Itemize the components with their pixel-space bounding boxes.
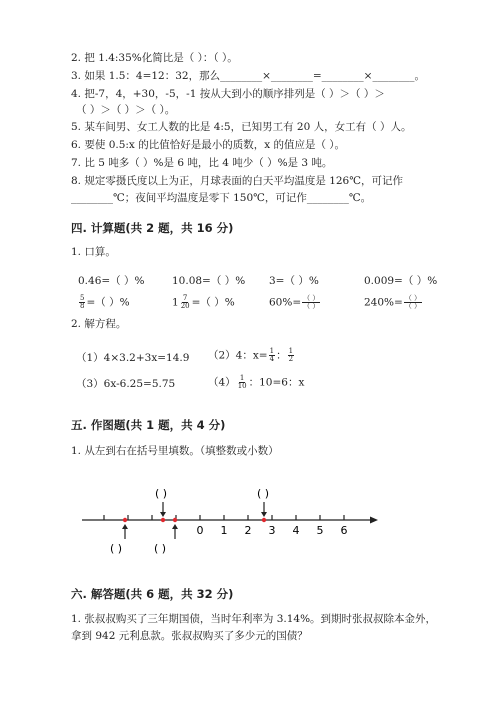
- word-problem-1-line-1: 1. 张叔叔购买了三年期国债，当时年利率为 3.14%。到期时张叔叔除本金外，: [71, 613, 437, 625]
- fraction: $\frac{1}{10}$: [237, 374, 247, 390]
- tick-label: 6: [340, 524, 348, 537]
- up-arrow-icon: [122, 524, 128, 529]
- answer-paren-top: ( ): [257, 487, 270, 500]
- question-8-line-2: ________℃；夜间平均温度是零下 150℃，可记作________℃。: [71, 192, 372, 204]
- section-heading-calculation: 四. 计算题(共 2 题，共 16 分): [71, 221, 234, 235]
- down-arrow-icon: [261, 512, 267, 517]
- tick-label: 4: [292, 524, 300, 537]
- number-line: [0, 480, 500, 560]
- fraction: $\frac{5}{8}$: [80, 294, 85, 310]
- solve-equation-title: 2. 解方程。: [71, 318, 127, 330]
- oral-calc-item: 0.009=（ ）%: [364, 275, 438, 287]
- section-heading-drawing: 五. 作图题(共 1 题，共 4 分): [71, 418, 226, 432]
- oral-calc-item: 0.46=（ ）%: [78, 275, 145, 287]
- oral-calc-item: 10.08=（ ）%: [172, 275, 246, 287]
- answer-paren-bottom: ( ): [110, 542, 123, 555]
- question-8-line-1: 8. 规定零摄氏度以上为正，月球表面的白天平均温度是 126℃，可记作: [71, 175, 403, 187]
- equation-3: （3）6x-6.25=5.75: [76, 378, 176, 390]
- question-7: 7. 比 5 吨多（ ）%是 6 吨，比 4 吨少（ ）%是 3 吨。: [71, 157, 333, 169]
- tick-label: 3: [268, 524, 276, 537]
- oral-calc-title: 1. 口算。: [71, 246, 116, 258]
- word-problem-1-line-2: 拿到 942 元利息款。张叔叔购买了多少元的国债？: [71, 630, 308, 642]
- equation-1: （1）4×3.2+3x=14.9: [76, 352, 190, 364]
- tick-label: 0: [196, 524, 204, 537]
- oral-calc-item: 3=（ ）%: [269, 275, 319, 287]
- point-marker: [173, 518, 177, 522]
- oral-calc-item: $\frac{5}{8}$ =（ ）%: [80, 294, 130, 310]
- tick-label: 5: [316, 524, 324, 537]
- point-marker: [262, 518, 266, 522]
- fraction: $\frac{( )}{( )}$: [303, 294, 320, 310]
- oral-calc-item: 1 $\frac{7}{20}$ =（ ）%: [172, 294, 235, 310]
- answer-paren-bottom: ( ): [154, 542, 167, 555]
- down-arrow-icon: [160, 512, 166, 517]
- tick-label: 2: [244, 524, 252, 537]
- equation-2: （2）4：x= $\frac{1}{4}$ ： $\frac{1}{2}$: [208, 347, 294, 363]
- section-heading-word-problems: 六. 解答题(共 6 题，共 32 分): [71, 587, 234, 601]
- point-marker: [161, 518, 165, 522]
- oral-calc-item: 60%= $\frac{( )}{( )}$: [269, 294, 320, 310]
- question-4-line-2: （ ）＞（ ）＞（ ）。: [76, 104, 176, 116]
- question-5: 5. 某车间男、女工人数的比是 4:5，已知男工有 20 人，女工有（ ）人。: [71, 121, 412, 133]
- equation-4: （4） $\frac{1}{10}$ ：10=6：x: [208, 374, 305, 390]
- oral-calc-item: 240%= $\frac{( )}{( )}$: [364, 294, 422, 310]
- question-4-line-1: 4. 把-7，4，+30，-5，-1 按从大到小的顺序排列是（ ）＞（ ）＞: [71, 88, 385, 100]
- fraction: $\frac{1}{4}$: [269, 347, 275, 363]
- tick-label: 1: [220, 524, 228, 537]
- fraction: $\frac{7}{20}$: [180, 294, 190, 310]
- question-2: 2. 把 1.4:35%化简比是（ ）：（ ）。: [71, 52, 238, 64]
- question-3: 3. 如果 1.5：4=12：32，那么________×________=________×________。: [71, 70, 425, 82]
- fraction: $\frac{( )}{( )}$: [404, 294, 422, 310]
- axis-arrow-icon: [370, 517, 378, 524]
- question-6: 6. 要使 0.5:x 的比值恰好是最小的质数，x 的值应是（ ）。: [71, 139, 346, 151]
- fraction: $\frac{1}{2}$: [288, 347, 294, 363]
- point-marker: [123, 518, 127, 522]
- drawing-question-1: 1. 从左到右在括号里填数。（填整数或小数）: [71, 445, 279, 457]
- up-arrow-icon: [172, 524, 178, 529]
- answer-paren-top: ( ): [155, 487, 168, 500]
